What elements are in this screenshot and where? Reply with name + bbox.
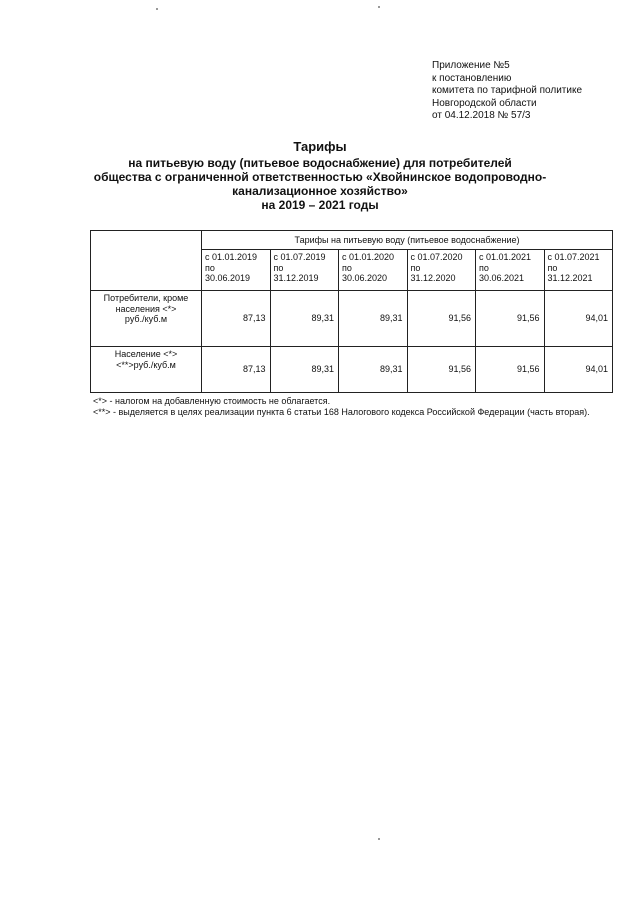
scan-speck [156, 8, 158, 10]
corner-cell [91, 231, 202, 291]
approval-stamp [432, 60, 582, 123]
group-header: Тарифы на питьевую воду (питьевое водоснабжение) [202, 231, 613, 250]
footnote: <*> - налогом на добавленную стоимость не облагается. [93, 396, 331, 406]
tariff-value: 87,13 [202, 347, 271, 393]
tariff-value: 87,13 [202, 291, 271, 347]
scan-speck [378, 6, 380, 8]
row-label: Потребители, кроме населения <*> руб./куб.м [91, 291, 202, 347]
footnote: <**> - выделяется в целях реализации пункта 6 статьи 168 Налогового кодекса Российской Федерации (часть вторая). [93, 407, 590, 417]
title-line: Тарифы [293, 139, 347, 154]
title-line: канализационное хозяйство» [232, 184, 408, 198]
approval-line: к постановлению [432, 72, 512, 84]
tariff-value: 91,56 [407, 291, 476, 347]
period-header: с 01.01.2019 по 30.06.2019 [202, 250, 271, 291]
table-header-row [91, 231, 613, 250]
table-row [91, 347, 613, 393]
approval-line: Новгородской области [432, 97, 537, 109]
approval-line: комитета по тарифной политике [432, 85, 583, 96]
table-row [91, 291, 613, 347]
period-header: с 01.07.2019 по 31.12.2019 [270, 250, 339, 291]
title-line: на питьевую воду (питьевое водоснабжение) для потребителей [128, 156, 512, 170]
tariff-value: 89,31 [270, 347, 339, 393]
approval-line: от 04.12.2018 № 57/3 [432, 110, 531, 121]
tariff-value: 89,31 [339, 291, 408, 347]
document-title [80, 140, 560, 212]
tariff-value: 91,56 [476, 291, 545, 347]
footnotes [93, 396, 613, 418]
period-header: с 01.01.2020 по 30.06.2020 [339, 250, 408, 291]
tariff-value: 89,31 [339, 347, 408, 393]
tariff-value: 94,01 [544, 291, 613, 347]
tariff-table [90, 230, 613, 393]
row-label: Население <*> <**>руб./куб.м [91, 347, 202, 393]
scan-speck [378, 838, 380, 840]
title-line: общества с ограниченной ответственностью «Хвойнинское водопроводно- [93, 170, 547, 184]
tariff-value: 91,56 [476, 347, 545, 393]
period-header: с 01.07.2021 по 31.12.2021 [544, 250, 613, 291]
tariff-value: 89,31 [270, 291, 339, 347]
tariff-value: 91,56 [407, 347, 476, 393]
period-header: с 01.01.2021 по 30.06.2021 [476, 250, 545, 291]
approval-line: Приложение №5 [432, 60, 510, 71]
tariff-value: 94,01 [544, 347, 613, 393]
period-header: с 01.07.2020 по 31.12.2020 [407, 250, 476, 291]
title-line: на 2019 – 2021 годы [261, 198, 379, 212]
